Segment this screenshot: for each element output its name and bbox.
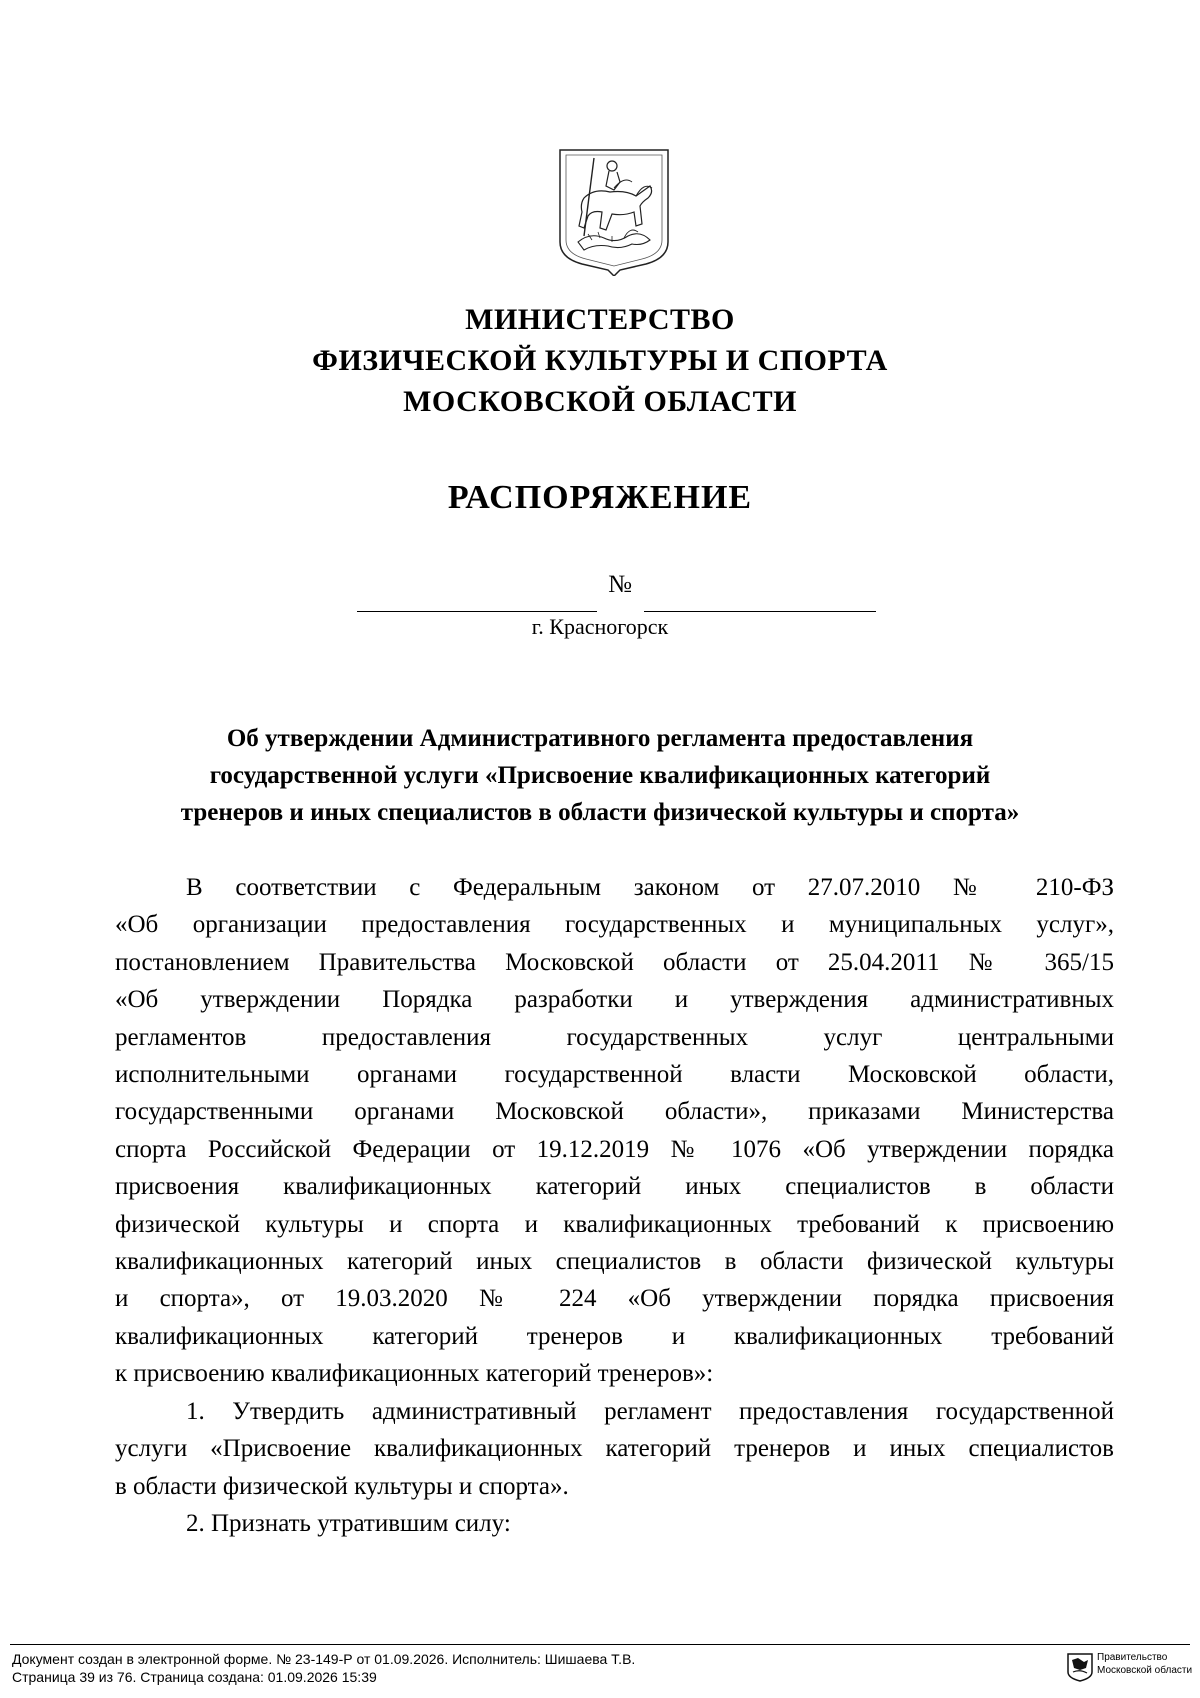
ministry-line-2: ФИЗИЧЕСКОЙ КУЛЬТУРЫ И СПОРТА	[312, 344, 888, 377]
city: г. Красногорск	[531, 614, 669, 639]
title-line-1: Об утверждении Административного регламента предоставления	[226, 725, 974, 752]
document-body	[115, 869, 1114, 1542]
ministry-line-3: МОСКОВСКОЙ ОБЛАСТИ	[403, 385, 797, 418]
preamble-line: постановлением Правительства Московской области от 25.04.2011 № 365/15	[115, 948, 1114, 976]
date-blank-line	[357, 611, 597, 612]
item-1-line: 1. Утвердить административный регламент предоставления государственной	[186, 1397, 1114, 1425]
preamble-line: присвоения квалификационных категорий иных специалистов в области	[115, 1173, 1114, 1201]
document-title	[115, 720, 1085, 831]
preamble-line: квалификационных категорий тренеров и квалификационных требований	[115, 1322, 1114, 1350]
preamble-line: к присвоению квалификационных категорий тренеров»:	[115, 1360, 714, 1388]
gov-line-1: Правительство	[1097, 1652, 1168, 1663]
preamble-line: «Об утверждении Порядка разработки и утверждения административных	[115, 986, 1114, 1014]
item-1-line: в области физической культуры и спорта».	[115, 1472, 569, 1500]
preamble-line: спорта Российской Федерации от 19.12.2019 № 1076 «Об утверждении порядка	[115, 1135, 1114, 1163]
ministry-line-1: МИНИСТЕРСТВО	[465, 303, 735, 336]
preamble-line: «Об организации предоставления государственных и муниципальных услуг»,	[115, 911, 1114, 939]
preamble-paragraph	[115, 869, 1114, 1393]
preamble-line: регламентов предоставления государственных услуг центральными	[115, 1023, 1114, 1051]
government-logo-text	[1097, 1651, 1192, 1677]
preamble-line: исполнительными органами государственной власти Московской области,	[115, 1061, 1114, 1089]
footer-line-1: Документ создан в электронной форме. № 23-149-Р от 01.09.2026. Исполнитель: Шишаева Т.В.	[12, 1651, 636, 1667]
item-2-line: 2. Признать утратившим силу:	[186, 1509, 511, 1537]
footer-divider	[10, 1644, 1190, 1645]
footer-info	[12, 1650, 635, 1686]
footer-line-2: Страница 39 из 76. Страница создана: 01.09.2026 15:39	[12, 1669, 377, 1685]
gov-line-2: Московской области	[1097, 1665, 1193, 1676]
preamble-line: и спорта», от 19.03.2020 № 224 «Об утверждении порядка присвоения	[115, 1285, 1114, 1313]
coat-of-arms-emblem	[554, 146, 674, 276]
item-2-paragraph	[115, 1505, 1114, 1542]
document-type: РАСПОРЯЖЕНИЕ	[447, 479, 753, 516]
title-line-2: государственной услуги «Присвоение квалификационных категорий	[209, 762, 991, 789]
preamble-line: В соответствии с Федеральным законом от 27.07.2010 № 210-ФЗ	[186, 874, 1114, 901]
item-1-line: услуги «Присвоение квалификационных категорий тренеров и иных специалистов	[115, 1435, 1114, 1463]
number-blank-line	[644, 611, 876, 612]
item-1-paragraph	[115, 1393, 1114, 1505]
preamble-line: физической культуры и спорта и квалификационных требований к присвоению	[115, 1210, 1114, 1238]
number-sign: №	[608, 571, 632, 598]
title-line-3: тренеров и иных специалистов в области физической культуры и спорта»	[180, 799, 1020, 826]
preamble-line: государственными органами Московской области», приказами Министерства	[115, 1098, 1114, 1126]
preamble-line: квалификационных категорий иных специалистов в области физической культуры	[115, 1248, 1114, 1276]
ministry-header	[0, 299, 1200, 422]
